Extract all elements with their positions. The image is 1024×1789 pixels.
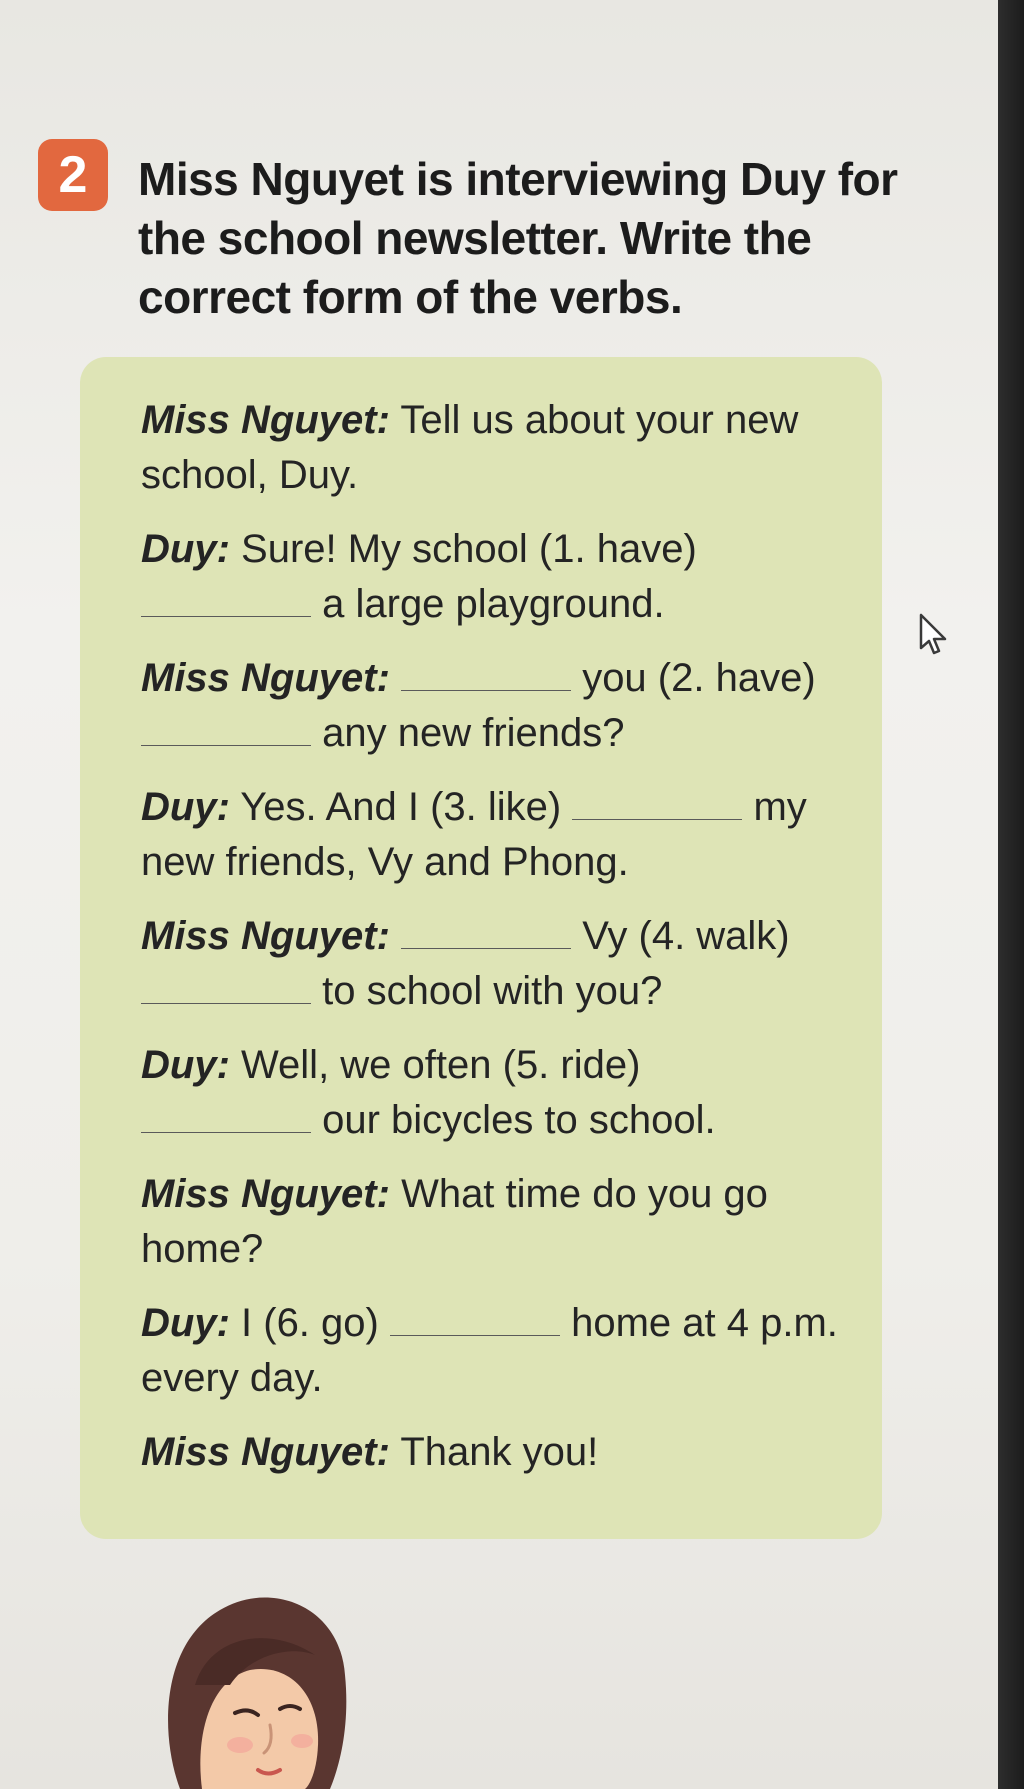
- speaker-name: Miss Nguyet:: [141, 1430, 390, 1474]
- answer-blank-3[interactable]: [572, 789, 742, 820]
- girl-illustration: [140, 1585, 370, 1789]
- speaker-name: Duy:: [141, 527, 230, 571]
- dialogue-text: my new friends, Vy and Phong.: [141, 785, 807, 884]
- speaker-name: Duy:: [141, 1301, 230, 1345]
- dialogue-turn: [141, 1425, 861, 1480]
- dialogue-turn: [141, 522, 861, 632]
- dialogue-text: you (2. have): [582, 656, 816, 700]
- dialogue-text: a large playground.: [322, 582, 665, 626]
- answer-blank-4a[interactable]: [401, 918, 571, 949]
- speaker-name: Miss Nguyet:: [141, 398, 390, 442]
- speaker-name: Miss Nguyet:: [141, 656, 390, 700]
- exercise-number-badge: 2: [38, 139, 108, 211]
- dialogue-text: Sure! My school (1. have): [241, 527, 697, 571]
- dialogue-turn: [141, 909, 861, 1019]
- dialogue-text: What time do you go home?: [141, 1172, 768, 1271]
- dialogue-text: Thank you!: [400, 1430, 599, 1474]
- dialogue-text: to school with you?: [322, 969, 663, 1013]
- dialogue-text: Tell us about your new school, Duy.: [141, 398, 799, 497]
- speaker-name: Duy:: [141, 785, 230, 829]
- dialogue-turn: [141, 1167, 861, 1277]
- dialogue-turn: [141, 1296, 861, 1406]
- speaker-name: Duy:: [141, 1043, 230, 1087]
- answer-blank-4b[interactable]: [141, 973, 311, 1004]
- dialogue-text: Yes. And I (3. like): [240, 785, 562, 829]
- dialogue-text: home at 4 p.m. every day.: [141, 1301, 838, 1400]
- speaker-name: Miss Nguyet:: [141, 1172, 390, 1216]
- dialogue-text: I (6. go): [241, 1301, 379, 1345]
- dialogue-turn: [141, 393, 861, 503]
- dialogue-text: Well, we often (5. ride): [241, 1043, 641, 1087]
- answer-blank-1[interactable]: [141, 586, 311, 617]
- dialogue-turn: [141, 651, 861, 761]
- exercise-instruction: Miss Nguyet is interviewing Duy for the school newsletter. Write the correct form of the verbs.: [138, 153, 898, 323]
- dialogue-turn: [141, 1038, 861, 1148]
- mouse-pointer-icon: [918, 612, 950, 658]
- dialogue-text: our bicycles to school.: [322, 1098, 716, 1142]
- dialogue: [141, 393, 861, 1499]
- speaker-name: Miss Nguyet:: [141, 914, 390, 958]
- dialogue-turn: [141, 780, 861, 890]
- dialogue-text: Vy (4. walk): [582, 914, 790, 958]
- answer-blank-2b[interactable]: [141, 715, 311, 746]
- dialogue-text: any new friends?: [322, 711, 625, 755]
- answer-blank-6[interactable]: [390, 1305, 560, 1336]
- answer-blank-2a[interactable]: [401, 660, 571, 691]
- answer-blank-5[interactable]: [141, 1102, 311, 1133]
